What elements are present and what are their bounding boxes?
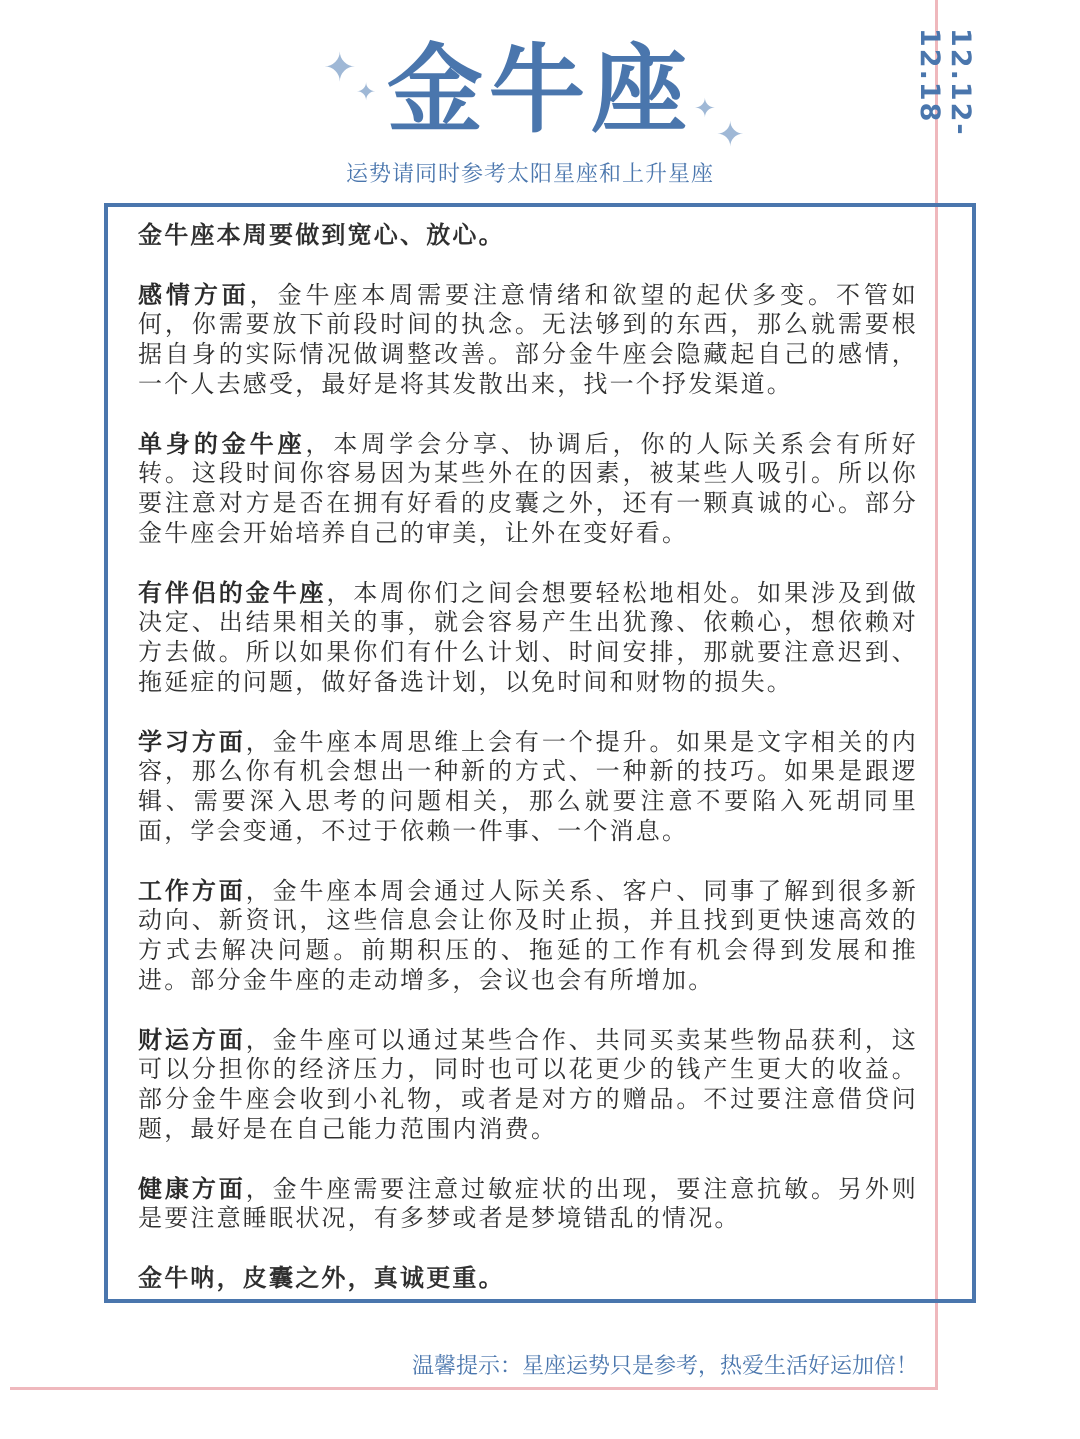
section-health — [138, 1175, 918, 1235]
section-heading: 有伴侣的金牛座 — [138, 578, 327, 607]
section-partnered — [138, 579, 918, 698]
section-text: ，金牛座本周思维上会有一个提升。如果是文字相关的内容，那么你有机会想出一种新的方式、一种新的技巧。如果是跟逻辑、需要深入思考的问题相关，那么就要注意不要陷入死胡同里面，学会变通，不过于依赖一件事、一个消息。 — [138, 727, 918, 845]
pink-frame-horizontal-line — [10, 1387, 938, 1390]
closing-text: 金牛呐，皮囊之外，真诚更重。 — [138, 1263, 505, 1292]
content-box — [104, 203, 976, 1303]
section-heading: 感情方面 — [138, 280, 250, 309]
section-text: ，本周学会分享、协调后，你的人际关系会有所好转。这段时间你容易因为某些外在的因素，被某些人吸引。所以你要注意对方是否在拥有好看的皮囊之外，还有一颗真诚的心。部分金牛座会开始培养自己的审美，让外在变好看。 — [138, 429, 918, 547]
page-subtitle: 运势请同时参考太阳星座和上升星座 — [345, 162, 714, 187]
section-heading: 财运方面 — [138, 1025, 246, 1054]
sparkle-icon: ✦ — [716, 115, 745, 155]
section-text: ，金牛座本周会通过人际关系、客户、同事了解到很多新动向、新资讯，这些信息会让你及时止损，并且找到更快速高效的方式去解决问题。前期积压的、拖延的工作有机会得到发展和推进。部分金牛座的走动增多，会议也会有所增加。 — [138, 876, 918, 994]
section-text: ，金牛座本周需要注意情绪和欲望的起伏多变。不管如何，你需要放下前段时间的执念。无法够到的东西，那么就需要根据自身的实际情况做调整改善。部分金牛座会隐藏起自己的感情，一个人去感受，最好是将其发散出来，找一个抒发渠道。 — [138, 280, 918, 398]
section-heading: 学习方面 — [138, 727, 246, 756]
section-heading: 健康方面 — [138, 1174, 246, 1203]
section-finance — [138, 1026, 918, 1145]
intro-text: 金牛座本周要做到宽心、放心。 — [138, 221, 505, 249]
section-single — [138, 430, 918, 549]
section-heading: 单身的金牛座 — [138, 429, 306, 458]
page-title: 金牛座 — [387, 34, 693, 146]
sparkle-icon: ✦ — [323, 45, 357, 91]
section-study — [138, 728, 918, 847]
sparkle-icon: ✦ — [694, 94, 716, 124]
sparkle-icon: ✦ — [356, 78, 377, 106]
date-range: 12.12-12.18 — [914, 28, 976, 137]
section-text: ，金牛座可以通过某些合作、共同买卖某些物品获利，这可以分担你的经济压力，同时也可以花更少的钱产生更大的收益。部分金牛座会收到小礼物，或者是对方的赠品。不过要注意借贷问题，最好是在自己能力范围内消费。 — [138, 1025, 918, 1143]
section-work — [138, 877, 918, 996]
section-heading: 工作方面 — [138, 876, 246, 905]
section-text: ，本周你们之间会想要轻松地相处。如果涉及到做决定、出结果相关的事，就会容易产生出犹豫、依赖心，想依赖对方去做。所以如果你们有什么计划、时间安排，那就要注意迟到、拖延症的问题，做好备选计划，以免时间和财物的损失。 — [138, 578, 918, 696]
content-body — [138, 221, 918, 1323]
section-emotion — [138, 281, 918, 400]
section-text: ，金牛座需要注意过敏症状的出现，要注意抗敏。另外则是要注意睡眠状况，有多梦或者是梦境错乱的情况。 — [138, 1174, 918, 1233]
footer-tip: 温馨提示：星座运势只是参考，热爱生活好运加倍！ — [411, 1354, 918, 1379]
